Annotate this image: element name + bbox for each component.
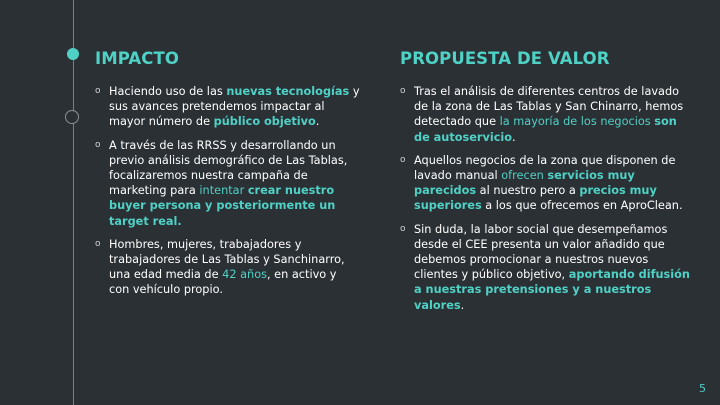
bullet-text-segment: aportando difusión a nuestras pretensiones y a nuestros valores (414, 268, 690, 312)
bullet-text-segment: . (512, 130, 516, 144)
bullet-text-segment: servicios muy parecidos (414, 169, 635, 198)
bullet-text-segment: y sus avances pretendemos impactar al mayor número de (109, 85, 360, 129)
bullet-text-segment: Aquellos negocios de la zona que disponen de lavado manual (414, 153, 676, 183)
bullet-text-segment: a los que ofrecemos en AproClean. (481, 199, 683, 213)
bullet-text-segment: ofrecen (501, 169, 548, 183)
bullet-text-segment: crear nuestro buyer persona y posteriormente un target real. (109, 184, 336, 228)
value-proposition-column (400, 48, 690, 321)
bullet-text-segment: intentar (199, 184, 248, 198)
bullet-item (95, 84, 360, 130)
bullet-text-segment: , en activo y con vehículo propio. (109, 268, 337, 297)
bullet-text-segment: Sin duda, la labor social que desempeñamos desde el CEE presenta un valor añadido que debemos promocionar a nuestros nuevos clientes y público objetivo, (414, 222, 668, 282)
bullet-text-segment: la mayoría de los negocios (499, 115, 655, 129)
bullet-text-segment: nuevas tecnologías (226, 85, 350, 98)
bullet-text-segment: al nuestro pero a (476, 184, 580, 198)
value-proposition-title: PROPUESTA DE VALOR (400, 49, 610, 68)
timeline-line (73, 0, 74, 405)
impact-title: IMPACTO (95, 49, 179, 68)
bullet-text-segment: precios muy superiores (414, 184, 657, 213)
bullet-text-segment: . (315, 115, 320, 129)
page-number: 5 (699, 382, 706, 395)
bullet-text-segment: Hombres, mujeres, trabajadores y trabajadores de Las Tablas y Sanchinarro, una edad media de (109, 237, 345, 282)
timeline-dot (65, 110, 79, 124)
bullet-text-segment: 42 años (222, 268, 267, 282)
timeline-dot-active (67, 48, 79, 60)
bullet-item (400, 153, 690, 214)
impact-list (95, 84, 360, 298)
impact-column (95, 48, 360, 306)
bullet-text-segment: Tras el análisis de diferentes centros de lavado de la zona de Las Tablas y San Chinarro, hemos detectado que (414, 85, 684, 129)
bullet-text-segment: público objetivo (213, 115, 316, 129)
value-proposition-list (400, 84, 690, 313)
bullet-item (400, 84, 690, 145)
bullet-text-segment: son de autoservicio (414, 115, 677, 144)
bullet-item (95, 138, 360, 229)
bullet-text-segment: . (460, 298, 465, 312)
bullet-text-segment: A través de las RRSS y desarrollando un previo análisis demográfico de Las Tablas, focalizaremos nuestra campaña de marketing para (109, 138, 348, 198)
bullet-text-segment: Haciendo uso de las (109, 85, 227, 98)
bullet-item (95, 237, 360, 298)
bullet-item (400, 222, 690, 313)
